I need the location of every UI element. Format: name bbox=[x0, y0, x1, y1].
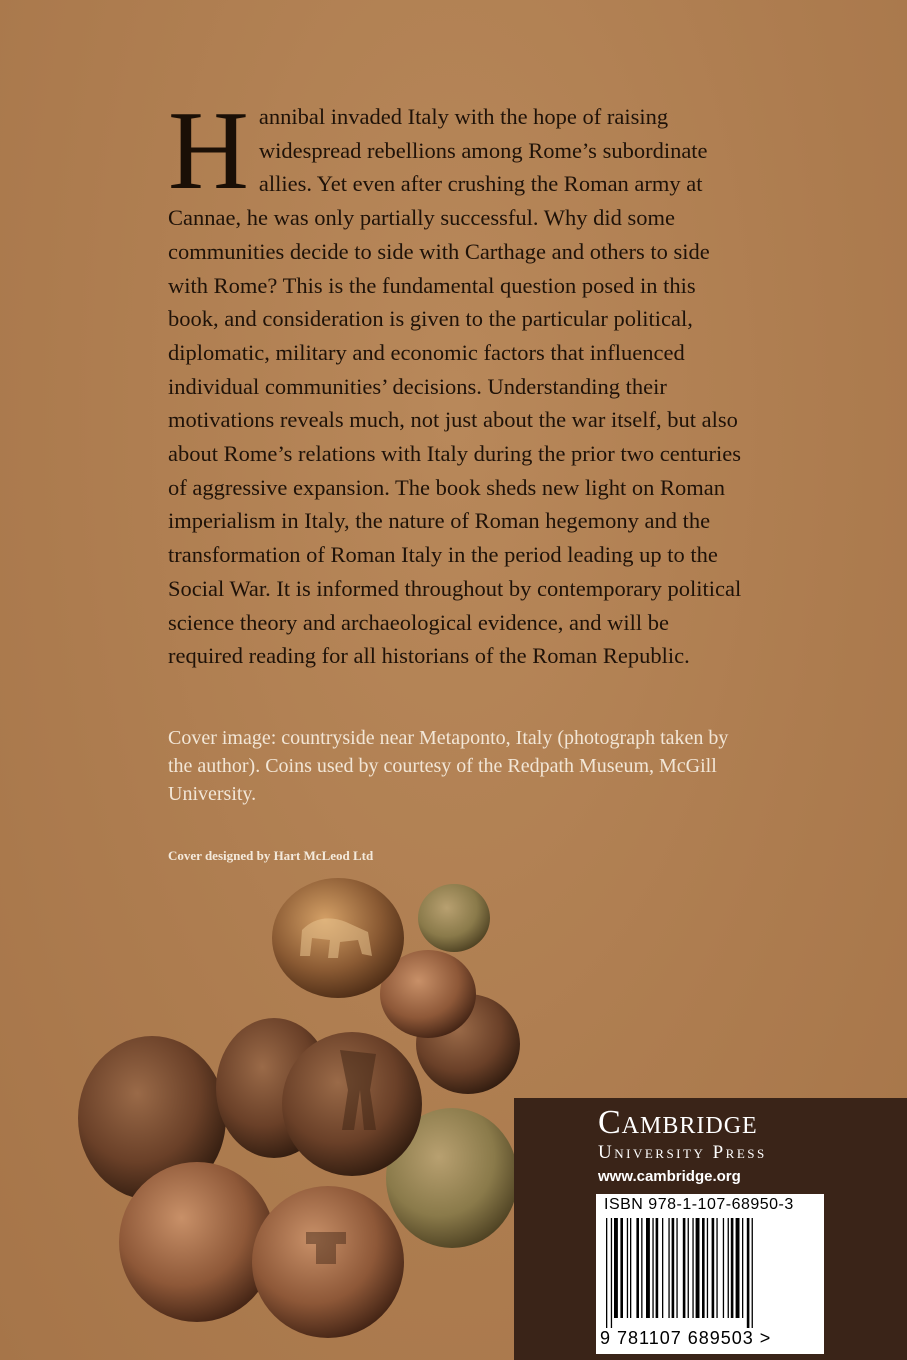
blurb bbox=[168, 89, 748, 673]
cover-image-credit: Cover image: countryside near Metaponto, Italy (photograph taken by the author). Coins used by courtesy of the Redpath Museum, McGill University. bbox=[168, 727, 729, 805]
publisher-name: Cambridge bbox=[598, 1104, 758, 1141]
barcode-digits: 9 781107 689503 > bbox=[600, 1328, 772, 1348]
publisher-subtitle: University Press bbox=[598, 1142, 767, 1163]
coin bbox=[119, 1162, 275, 1322]
designer-credit: Cover designed by Hart McLeod Ltd bbox=[168, 848, 374, 863]
isbn-label: ISBN 978-1-107-68950-3 bbox=[604, 1196, 794, 1213]
barcode-bars bbox=[604, 1218, 816, 1328]
publisher-panel bbox=[514, 1098, 907, 1360]
coin bbox=[418, 884, 490, 952]
coins-photo bbox=[70, 872, 530, 1360]
drop-cap: H bbox=[168, 89, 249, 213]
barcode bbox=[596, 1194, 824, 1354]
blurb-text: annibal invaded Italy with the hope of raising widespread rebellions among Rome’s subordinate allies. Yet even after crushing the Roman army at Cannae, he was only partially successful. Why did some communities decide to side with Carthage and others to side with Rome? This is the fundamental question posed in this book, and consideration is given to the particular political, diplomatic, military and economic factors that influenced individual communities’ decisions. Understanding their motivations reveals much, not just about the war itself, but also about Rome’s relations with Italy during the prior two centuries of aggressive expansion. The book sheds new light on Roman imperialism in Italy, the nature of Roman hegemony and the transformation of Roman Italy in the period leading up to the Social War. It is informed throughout by contemporary political science theory and archaeological evidence, and will be required reading for all historians of the Roman Republic. bbox=[168, 104, 742, 669]
publisher-url[interactable]: www.cambridge.org bbox=[598, 1168, 741, 1185]
